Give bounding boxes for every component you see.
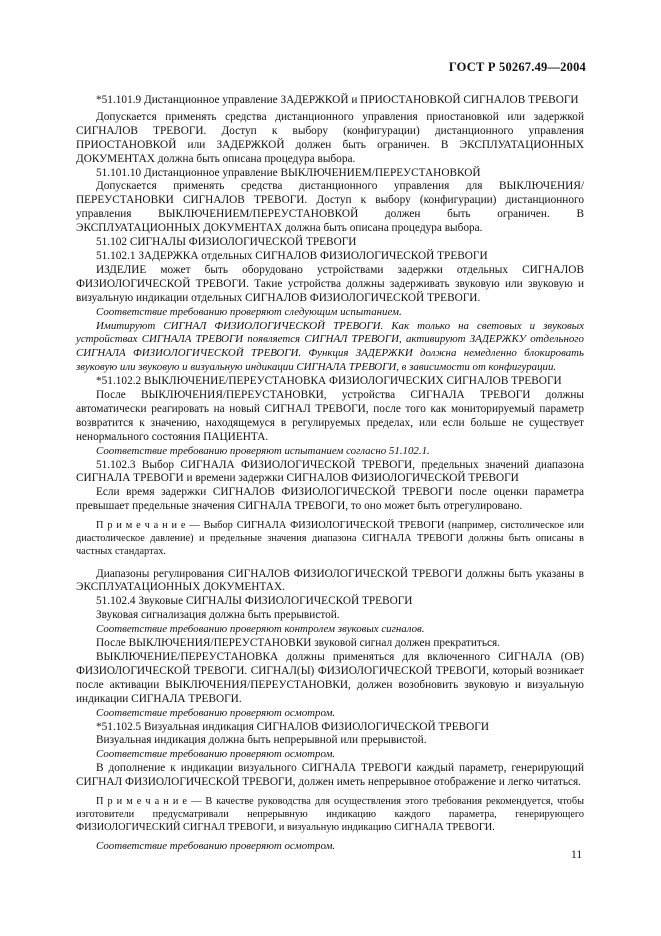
paragraph: Визуальная индикация должна быть непрерывной или прерывистой. — [96, 734, 427, 747]
paragraph: В дополнение к индикации визуального СИГНАЛА ТРЕВОГИ каждый параметр, генерирующий СИГНАЛ ФИЗИОЛОГИЧЕСКОЙ ТРЕВОГИ, должен иметь непрерывное отображение и легко читаться. — [76, 762, 584, 789]
paragraph: После ВЫКЛЮЧЕНИЯ/ПЕРЕУСТАНОВКИ, устройства СИГНАЛА ТРЕВОГИ должны автоматически реагировать на новый СИГНАЛ ТРЕВОГИ, после того как мониторируемый параметр возвратится к значению, находящемуся в регулируемых пределах, или если больше не существует ненормального состояния ПАЦИЕНТА. — [76, 389, 584, 443]
document-body — [76, 94, 584, 854]
clause-51-102-4-heading: 51.102.4 Звуковые СИГНАЛЫ ФИЗИОЛОГИЧЕСКОЙ ТРЕВОГИ — [96, 595, 413, 608]
paragraph: Допускается применять средства дистанционного управления приостановкой или задержкой СИГНАЛОВ ТРЕВОГИ. Доступ к выбору (конфигурации) дистанционного управления ПРИОСТАНОВКОЙ или ЗАДЕРЖКОЙ должен быть ограничен. В ЭКСПЛУАТАЦИОННЫХ ДОКУМЕНТАХ должна быть описана процедура выбора. — [76, 110, 584, 165]
standard-code-header: ГОСТ Р 50267.49—2004 — [448, 60, 586, 74]
paragraph: Если время задержки СИГНАЛОВ ФИЗИОЛОГИЧЕСКОЙ ТРЕВОГИ после оценки параметра превышает предельные значения СИГНАЛА ТРЕВОГИ, то оно может быть отрегулировано. — [76, 486, 584, 513]
test-procedure: Имитируют СИГНАЛ ФИЗИОЛОГИЧЕСКОЙ ТРЕВОГИ. Как только на световых и звуковых устройствах СИГНАЛА ТРЕВОГИ появляется СИГНАЛ ТРЕВОГИ, активируют ЗАДЕРЖКУ отдельного СИГНАЛА ФИЗИОЛОГИЧЕСКОЙ ТРЕВОГИ. Функция ЗАДЕРЖКИ должна немедленно блокировать звуковую или звуковую и визуальную индикации СИГНАЛА ТРЕВОГИ, в зависимости от конфигурации. — [76, 319, 584, 374]
paragraph: Диапазоны регулирования СИГНАЛОВ ФИЗИОЛОГИЧЕСКОЙ ТРЕВОГИ должны быть указаны в ЭКСПЛУАТАЦИОННЫХ ДОКУМЕНТАХ. — [76, 567, 584, 594]
compliance-note: Соответствие требованию проверяют испытанием согласно 51.102.1. — [96, 444, 430, 457]
compliance-note: Соответствие требованию проверяют осмотром. — [96, 748, 336, 761]
clause-51-102-5-heading: *51.102.5 Визуальная индикация СИГНАЛОВ ФИЗИОЛОГИЧЕСКОЙ ТРЕВОГИ — [96, 720, 489, 733]
compliance-note: Соответствие требованию проверяют осмотром. — [96, 706, 336, 719]
section-51-102-heading: 51.102 СИГНАЛЫ ФИЗИОЛОГИЧЕСКОЙ ТРЕВОГИ — [96, 236, 357, 249]
note-paragraph: П р и м е ч а н и е — Выбор СИГНАЛА ФИЗИОЛОГИЧЕСКОЙ ТРЕВОГИ (например, систолическое или диастолическое давление) и предельные значения диапазона СИГНАЛА ТРЕВОГИ должны быть описаны в частных стандартах. — [76, 520, 584, 557]
paragraph: После ВЫКЛЮЧЕНИЯ/ПЕРЕУСТАНОВКИ звуковой сигнал должен прекратиться. — [96, 637, 501, 650]
clause-51-101-10-heading: 51.101.10 Дистанционное управление ВЫКЛЮЧЕНИЕМ/ПЕРЕУСТАНОВКОЙ — [96, 166, 481, 179]
compliance-note: Соответствие требованию проверяют осмотром. — [96, 840, 336, 853]
clause-51-102-1-heading: 51.102.1 ЗАДЕРЖКА отдельных СИГНАЛОВ ФИЗИОЛОГИЧЕСКОЙ ТРЕВОГИ — [96, 249, 488, 262]
compliance-note: Соответствие требованию проверяют контролем звуковых сигналов. — [96, 623, 425, 636]
paragraph: Звуковая сигнализация должна быть прерывистой. — [96, 609, 340, 622]
paragraph: ИЗДЕЛИЕ может быть оборудовано устройствами задержки отдельных СИГНАЛОВ ФИЗИОЛОГИЧЕСКОЙ ТРЕВОГИ. Такие устройства должны задерживать звуковую или звуковую и визуальную индикации отдельных СИГНАЛОВ ФИЗИОЛОГИЧЕСКОЙ ТРЕВОГИ. — [76, 263, 584, 304]
compliance-note: Соответствие требованию проверяют следующим испытанием. — [96, 305, 402, 318]
page-number: 11 — [571, 849, 583, 861]
paragraph: Допускается применять средства дистанционного управления для ВЫКЛЮЧЕНИЯ/ПЕРЕУСТАНОВКИ СИГНАЛОВ ТРЕВОГИ. Доступ к выбору (конфигурации) дистанционного управления ВЫКЛЮЧЕНИЕМ/ПЕРЕУСТАНОВКОЙ должен быть ограничен. В ЭКСПЛУАТАЦИОННЫХ ДОКУМЕНТАХ должна быть описана процедура выбора. — [76, 180, 584, 235]
note-paragraph: П р и м е ч а н и е — В качестве руководства для осуществления этого требования рекомендуется, чтобы изготовители предусматривали непрерывную индикацию каждого параметра, генерирующего ФИЗИОЛОГИЧЕСКИЙ СИГНАЛ ТРЕВОГИ, и визуальную индикацию СИГНАЛА ТРЕВОГИ. — [76, 796, 584, 833]
clause-51-102-2-heading: *51.102.2 ВЫКЛЮЧЕНИЕ/ПЕРЕУСТАНОВКА ФИЗИОЛОГИЧЕСКИХ СИГНАЛОВ ТРЕВОГИ — [96, 375, 562, 388]
clause-51-102-3-heading: 51.102.3 Выбор СИГНАЛА ФИЗИОЛОГИЧЕСКОЙ ТРЕВОГИ, предельных значений диапазона СИГНАЛА ТРЕВОГИ и времени задержки СИГНАЛОВ ФИЗИОЛОГИЧЕСКОЙ ТРЕВОГИ — [76, 458, 584, 485]
paragraph: ВЫКЛЮЧЕНИЕ/ПЕРЕУСТАНОВКА должны применяться для включенного СИГНАЛА (ОВ) ФИЗИОЛОГИЧЕСКОЙ ТРЕВОГИ. СИГНАЛ(Ы) ФИЗИОЛОГИЧЕСКОЙ ТРЕВОГИ, который возникает после активации ВЫКЛЮЧЕНИЯ/ПЕРЕУСТАНОВКИ, должен возобновить звуковую и визуальную индикации СИГНАЛА ТРЕВОГИ. — [76, 651, 584, 705]
clause-51-101-9-heading: *51.101.9 Дистанционное управление ЗАДЕРЖКОЙ и ПРИОСТАНОВКОЙ СИГНАЛОВ ТРЕВОГИ — [96, 94, 579, 106]
